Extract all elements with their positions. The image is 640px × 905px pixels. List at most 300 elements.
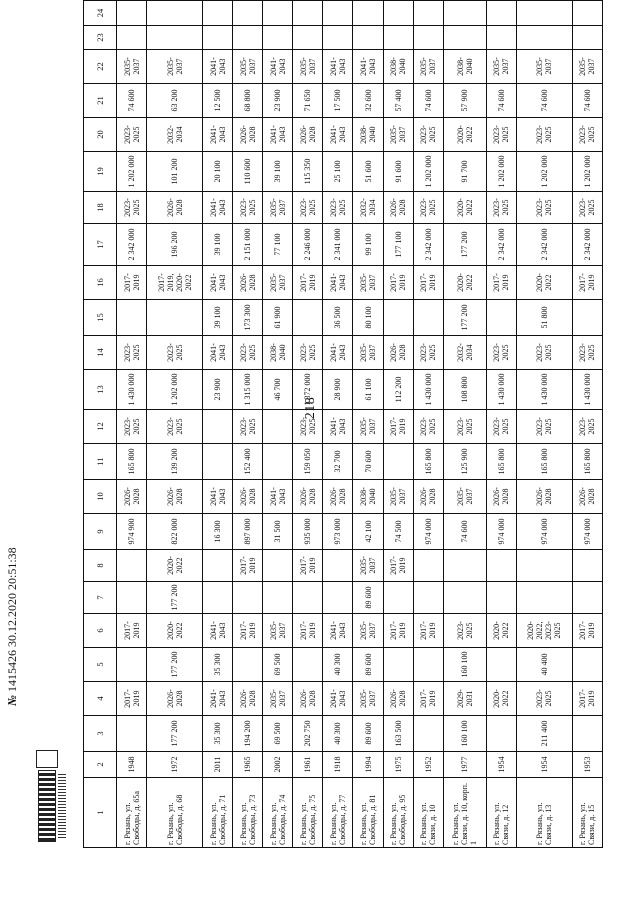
table-cell: 1 202 000 bbox=[516, 152, 572, 192]
column-header: 9 bbox=[84, 514, 117, 550]
table-cell bbox=[293, 582, 323, 614]
table-cell: 2041-2043 bbox=[203, 266, 233, 300]
table-cell: 2026-2028 bbox=[233, 118, 263, 152]
table-cell: 2023-2025 bbox=[413, 336, 443, 370]
table-cell bbox=[572, 550, 602, 582]
table-cell bbox=[293, 26, 323, 50]
table-cell: 2038-2040 bbox=[383, 50, 413, 84]
table-cell: 2017-2019 bbox=[117, 614, 147, 648]
table-row bbox=[353, 1, 383, 848]
table-cell: 2017-2019 bbox=[572, 266, 602, 300]
table-cell: 2023-2025 bbox=[486, 192, 516, 224]
table-row bbox=[413, 1, 443, 848]
table-cell: 74 500 bbox=[383, 514, 413, 550]
address-cell: г. Рязань, ул. Свободы, д. 81 bbox=[353, 778, 383, 848]
table-cell: 2038-2040 bbox=[353, 118, 383, 152]
table-cell: 2017-2019 bbox=[413, 682, 443, 716]
table-cell: 51 800 bbox=[516, 300, 572, 336]
table-cell: 2026-2028 bbox=[233, 266, 263, 300]
table-cell: 165 800 bbox=[117, 444, 147, 480]
table-cell: 51 600 bbox=[353, 152, 383, 192]
table-cell: 974 000 bbox=[572, 514, 602, 550]
table-cell: 89 600 bbox=[353, 582, 383, 614]
table-cell bbox=[572, 648, 602, 682]
table-cell: 2020-2022 bbox=[147, 614, 203, 648]
table-cell: 1 430 000 bbox=[117, 370, 147, 410]
table-cell: 2026-2028 bbox=[486, 480, 516, 514]
table-cell: 2020-2022 bbox=[443, 192, 486, 224]
table-cell: 1 315 000 bbox=[233, 370, 263, 410]
column-header: 7 bbox=[84, 582, 117, 614]
table-cell bbox=[117, 1, 147, 26]
table-cell bbox=[117, 648, 147, 682]
table-cell bbox=[263, 1, 293, 26]
address-cell: г. Рязань, ул. Свободы, д. 71 bbox=[203, 778, 233, 848]
table-cell: 57 400 bbox=[383, 84, 413, 118]
table-cell: 2026-2028 bbox=[147, 480, 203, 514]
table-cell: 2023-2025 bbox=[117, 118, 147, 152]
table-cell bbox=[486, 582, 516, 614]
address-cell: г. Рязань, ул. Связи, д. 15 bbox=[572, 778, 602, 848]
table-cell: 2041-2043 bbox=[203, 480, 233, 514]
table-cell: 2023-2025 bbox=[486, 118, 516, 152]
table-cell bbox=[413, 716, 443, 752]
table-cell: 2017-2019, 2020-2022 bbox=[147, 266, 203, 300]
table-cell: 2026-2028 bbox=[293, 118, 323, 152]
table-cell bbox=[413, 550, 443, 582]
table-cell: 36 500 bbox=[323, 300, 353, 336]
gerb-stamp-icon bbox=[22, 750, 64, 870]
table-cell: 2041-2043 bbox=[203, 50, 233, 84]
column-header: 10 bbox=[84, 480, 117, 514]
table-cell: 1952 bbox=[413, 752, 443, 778]
column-header: 8 bbox=[84, 550, 117, 582]
table-cell: 2023-2025 bbox=[233, 410, 263, 444]
table-cell: 974 000 bbox=[516, 514, 572, 550]
table-cell: 897 000 bbox=[233, 514, 263, 550]
table-cell bbox=[147, 1, 203, 26]
table-cell bbox=[323, 26, 353, 50]
table-cell bbox=[263, 550, 293, 582]
table-row bbox=[486, 1, 516, 848]
table-cell: 2002 bbox=[263, 752, 293, 778]
table-cell: 74 600 bbox=[443, 514, 486, 550]
number-sign-icon: № bbox=[5, 695, 19, 706]
table-cell: 822 000 bbox=[147, 514, 203, 550]
address-cell: г. Рязань, ул. Свободы, д. 77 bbox=[323, 778, 353, 848]
table-cell: 974 000 bbox=[413, 514, 443, 550]
table-cell: 1954 bbox=[486, 752, 516, 778]
table-cell bbox=[353, 1, 383, 26]
table-cell: 1972 bbox=[147, 752, 203, 778]
table-cell: 2035-2037 bbox=[413, 50, 443, 84]
table-cell: 974 900 bbox=[117, 514, 147, 550]
column-header: 12 bbox=[84, 410, 117, 444]
table-cell: 2035-2037 bbox=[353, 336, 383, 370]
table-cell: 40 300 bbox=[323, 716, 353, 752]
table-cell: 80 100 bbox=[353, 300, 383, 336]
table-cell: 1994 bbox=[353, 752, 383, 778]
address-cell: г. Рязань, ул. Свободы, д. 73 bbox=[233, 778, 263, 848]
table-cell: 973 000 bbox=[323, 514, 353, 550]
table-cell: 57 900 bbox=[443, 84, 486, 118]
column-header: 3 bbox=[84, 716, 117, 752]
table-cell: 2 342 000 bbox=[486, 224, 516, 266]
table-cell: 2023-2025 bbox=[516, 682, 572, 716]
table-cell: 2035-2037 bbox=[572, 50, 602, 84]
table-cell bbox=[117, 26, 147, 50]
column-header: 4 bbox=[84, 682, 117, 716]
table-cell bbox=[486, 1, 516, 26]
table-cell: 1977 bbox=[443, 752, 486, 778]
column-header: 2 bbox=[84, 752, 117, 778]
table-cell: 2041-2043 bbox=[323, 682, 353, 716]
table-cell: 2029-2031 bbox=[443, 682, 486, 716]
table-cell: 23 900 bbox=[263, 84, 293, 118]
table-cell: 2026-2028 bbox=[233, 480, 263, 514]
table-row bbox=[443, 1, 486, 848]
table-cell: 177 200 bbox=[443, 224, 486, 266]
table-cell: 2017-2019 bbox=[413, 266, 443, 300]
table-cell: 2023-2025 bbox=[516, 336, 572, 370]
table-cell bbox=[233, 1, 263, 26]
table-cell: 2023-2025 bbox=[572, 192, 602, 224]
table-cell bbox=[572, 582, 602, 614]
table-cell: 2 342 000 bbox=[413, 224, 443, 266]
table-cell: 2026-2028 bbox=[147, 682, 203, 716]
table-cell: 2020-2022 bbox=[147, 550, 203, 582]
table-cell: 108 800 bbox=[443, 370, 486, 410]
table-cell: 2041-2043 bbox=[323, 50, 353, 84]
table-cell: 2041-2043 bbox=[323, 410, 353, 444]
table-cell: 2017-2019 bbox=[233, 614, 263, 648]
table-cell: 2020-2022 bbox=[486, 614, 516, 648]
table-cell: 2017-2019 bbox=[383, 266, 413, 300]
table-cell bbox=[117, 716, 147, 752]
table-cell: 2041-2043 bbox=[323, 614, 353, 648]
table-cell: 1 202 000 bbox=[413, 152, 443, 192]
table-cell: 2035-2037 bbox=[443, 480, 486, 514]
table-cell bbox=[383, 26, 413, 50]
table-cell: 160 100 bbox=[443, 648, 486, 682]
table-cell: 2023-2025 bbox=[516, 118, 572, 152]
address-cell: г. Рязань, ул. Свободы, д. 75 bbox=[293, 778, 323, 848]
table-cell: 61 100 bbox=[353, 370, 383, 410]
column-header: 24 bbox=[84, 1, 117, 26]
table-cell: 46 700 bbox=[263, 370, 293, 410]
table-cell bbox=[263, 26, 293, 50]
table-cell: 110 600 bbox=[233, 152, 263, 192]
table-cell: 2026-2028 bbox=[233, 682, 263, 716]
table-cell: 91 700 bbox=[443, 152, 486, 192]
table-cell bbox=[117, 300, 147, 336]
table-cell: 1 202 000 bbox=[147, 370, 203, 410]
table-cell bbox=[413, 582, 443, 614]
table-cell: 1948 bbox=[117, 752, 147, 778]
table-cell: 112 200 bbox=[383, 370, 413, 410]
table-cell: 1 430 000 bbox=[413, 370, 443, 410]
table-cell bbox=[293, 648, 323, 682]
table-cell: 152 400 bbox=[233, 444, 263, 480]
table-cell: 2023-2025 bbox=[413, 410, 443, 444]
table-cell: 40 300 bbox=[323, 648, 353, 682]
table-cell bbox=[263, 444, 293, 480]
table-cell: 2020-2022 bbox=[443, 118, 486, 152]
table-cell: 2035-2037 bbox=[263, 266, 293, 300]
table-cell: 2026-2028 bbox=[147, 192, 203, 224]
table-cell bbox=[572, 300, 602, 336]
table-cell: 32 600 bbox=[353, 84, 383, 118]
table-cell: 70 600 bbox=[353, 444, 383, 480]
table-cell: 1961 bbox=[293, 752, 323, 778]
table-cell: 74 600 bbox=[516, 84, 572, 118]
capital-repair-table bbox=[83, 8, 603, 848]
table-cell: 177 200 bbox=[147, 582, 203, 614]
table-cell: 39 100 bbox=[203, 224, 233, 266]
table-cell: 2023-2025 bbox=[233, 336, 263, 370]
table-cell: 2041-2043 bbox=[203, 336, 233, 370]
table-cell: 2017-2019 bbox=[293, 614, 323, 648]
table-cell: 2023-2025 bbox=[147, 410, 203, 444]
table-cell: 2026-2028 bbox=[293, 480, 323, 514]
table-cell: 2023-2025 bbox=[293, 192, 323, 224]
table-cell: 2035-2037 bbox=[383, 480, 413, 514]
table-cell: 2035-2037 bbox=[383, 118, 413, 152]
table-cell: 32 700 bbox=[323, 444, 353, 480]
column-header: 11 bbox=[84, 444, 117, 480]
table-cell: 89 600 bbox=[353, 648, 383, 682]
table-cell: 1965 bbox=[233, 752, 263, 778]
table-cell: 2020-2022, 2023-2025 bbox=[516, 614, 572, 648]
table-cell: 2017-2019 bbox=[486, 266, 516, 300]
table-cell: 2017-2019 bbox=[572, 614, 602, 648]
table-cell: 165 800 bbox=[516, 444, 572, 480]
column-header: 5 bbox=[84, 648, 117, 682]
table-cell: 1975 bbox=[383, 752, 413, 778]
table-cell: 2035-2037 bbox=[263, 614, 293, 648]
column-header: 23 bbox=[84, 26, 117, 50]
table-cell: 17 500 bbox=[323, 84, 353, 118]
table-cell: 177 100 bbox=[383, 224, 413, 266]
table-cell bbox=[413, 26, 443, 50]
table-cell: 39 100 bbox=[263, 152, 293, 192]
column-header: 15 bbox=[84, 300, 117, 336]
column-header: 19 bbox=[84, 152, 117, 192]
table-cell bbox=[486, 716, 516, 752]
table-cell bbox=[413, 300, 443, 336]
column-header: 18 bbox=[84, 192, 117, 224]
table-cell: 2023-2025 bbox=[486, 336, 516, 370]
table-cell: 2 341 000 bbox=[323, 224, 353, 266]
table-cell bbox=[486, 648, 516, 682]
table-cell: 194 200 bbox=[233, 716, 263, 752]
table-cell: 173 300 bbox=[233, 300, 263, 336]
address-cell: г. Рязань, ул. Свободы, д. 95 bbox=[383, 778, 413, 848]
table-cell: 99 100 bbox=[353, 224, 383, 266]
table-cell: 2020-2022 bbox=[516, 266, 572, 300]
table-cell: 2035-2037 bbox=[263, 192, 293, 224]
table-cell: 2023-2025 bbox=[293, 336, 323, 370]
table-cell bbox=[233, 648, 263, 682]
table-cell: 2023-2025 bbox=[443, 614, 486, 648]
table-cell: 74 600 bbox=[413, 84, 443, 118]
table-cell: 139 200 bbox=[147, 444, 203, 480]
table-row bbox=[323, 1, 353, 848]
table-cell: 20 100 bbox=[203, 152, 233, 192]
table-cell: 159 050 bbox=[293, 444, 323, 480]
table-cell: 2035-2037 bbox=[147, 50, 203, 84]
table-cell bbox=[203, 410, 233, 444]
table-cell: 125 900 bbox=[443, 444, 486, 480]
table-cell: 63 200 bbox=[147, 84, 203, 118]
table-cell bbox=[203, 550, 233, 582]
table-cell: 2 342 000 bbox=[117, 224, 147, 266]
table-cell: 2 342 000 bbox=[572, 224, 602, 266]
table-cell: 1 202 000 bbox=[117, 152, 147, 192]
table-cell: 2041-2043 bbox=[203, 118, 233, 152]
table-cell: 2026-2028 bbox=[383, 336, 413, 370]
table-cell: 2041-2043 bbox=[263, 118, 293, 152]
table-cell bbox=[147, 26, 203, 50]
table-cell: 35 300 bbox=[203, 716, 233, 752]
table-cell bbox=[233, 582, 263, 614]
table-cell: 115 350 bbox=[293, 152, 323, 192]
table-cell: 2041-2043 bbox=[323, 336, 353, 370]
table-cell: 2035-2037 bbox=[353, 614, 383, 648]
table-cell bbox=[203, 444, 233, 480]
table-cell bbox=[263, 410, 293, 444]
table-cell bbox=[383, 444, 413, 480]
table-cell: 1918 bbox=[323, 752, 353, 778]
table-cell bbox=[572, 1, 602, 26]
column-header: 22 bbox=[84, 50, 117, 84]
table-cell: 2017-2019 bbox=[293, 266, 323, 300]
table-cell: 12 500 bbox=[203, 84, 233, 118]
table-cell: 40 400 bbox=[516, 648, 572, 682]
table-cell: 2017-2019 bbox=[383, 550, 413, 582]
table-cell bbox=[323, 582, 353, 614]
table-cell: 2038-2040 bbox=[263, 336, 293, 370]
table-cell: 2026-2028 bbox=[117, 480, 147, 514]
table-cell bbox=[443, 1, 486, 26]
table-cell: 2023-2025 bbox=[443, 410, 486, 444]
table-cell: 160 100 bbox=[443, 716, 486, 752]
table-cell: 2023-2025 bbox=[516, 410, 572, 444]
table-cell: 42 100 bbox=[353, 514, 383, 550]
table-row bbox=[572, 1, 602, 848]
table-cell: 2026-2028 bbox=[383, 682, 413, 716]
table-cell: 31 500 bbox=[263, 514, 293, 550]
table-cell bbox=[117, 582, 147, 614]
table-cell: 2017-2019 bbox=[117, 682, 147, 716]
table-cell: 1954 bbox=[516, 752, 572, 778]
table-cell bbox=[203, 1, 233, 26]
table-cell: 2035-2037 bbox=[263, 682, 293, 716]
table-cell bbox=[323, 550, 353, 582]
document-footer bbox=[5, 496, 25, 706]
table-cell bbox=[293, 300, 323, 336]
table-cell: 2023-2025 bbox=[117, 192, 147, 224]
table-cell: 2041-2043 bbox=[203, 192, 233, 224]
table-cell: 74 600 bbox=[486, 84, 516, 118]
column-header: 21 bbox=[84, 84, 117, 118]
column-header: 16 bbox=[84, 266, 117, 300]
table-cell: 2017-2019 bbox=[293, 550, 323, 582]
table-cell: 2017-2019 bbox=[383, 410, 413, 444]
table-cell: 2011 bbox=[203, 752, 233, 778]
table-cell: 2026-2028 bbox=[413, 480, 443, 514]
column-header: 17 bbox=[84, 224, 117, 266]
table-cell: 2032-2034 bbox=[443, 336, 486, 370]
table-cell: 163 500 bbox=[383, 716, 413, 752]
table-cell: 177 200 bbox=[147, 716, 203, 752]
table-row bbox=[203, 1, 233, 848]
table-cell bbox=[516, 582, 572, 614]
table-cell: 2032-2034 bbox=[147, 118, 203, 152]
table-cell: 2023-2025 bbox=[293, 410, 323, 444]
table-cell bbox=[516, 26, 572, 50]
table-cell bbox=[413, 648, 443, 682]
table-cell: 2035-2037 bbox=[353, 266, 383, 300]
table-cell: 1 202 000 bbox=[486, 152, 516, 192]
table-cell: 2026-2028 bbox=[293, 682, 323, 716]
table-cell: 1 430 000 bbox=[486, 370, 516, 410]
table-cell bbox=[323, 1, 353, 26]
table-cell: 2041-2043 bbox=[203, 614, 233, 648]
table-cell: 2023-2025 bbox=[233, 192, 263, 224]
table-cell: 28 900 bbox=[323, 370, 353, 410]
table-cell: 2023-2025 bbox=[147, 336, 203, 370]
table-cell: 2017-2019 bbox=[117, 266, 147, 300]
table-cell bbox=[486, 550, 516, 582]
table-cell: 2026-2028 bbox=[323, 480, 353, 514]
address-cell: г. Рязань, ул. Свободы, д. 74 bbox=[263, 778, 293, 848]
table-cell: 935 000 bbox=[293, 514, 323, 550]
table-cell bbox=[293, 1, 323, 26]
header-row bbox=[84, 1, 117, 848]
table-cell bbox=[413, 1, 443, 26]
table-cell: 23 900 bbox=[203, 370, 233, 410]
table-cell: 61 900 bbox=[263, 300, 293, 336]
table-cell: 69 500 bbox=[263, 716, 293, 752]
table-cell: 2023-2025 bbox=[117, 410, 147, 444]
table-cell bbox=[516, 550, 572, 582]
table-cell: 1 430 000 bbox=[572, 370, 602, 410]
document-id: 1415426 30.12.2020 20:51:38 bbox=[5, 547, 19, 693]
table-cell: 2023-2025 bbox=[413, 192, 443, 224]
page-number: 218 bbox=[303, 396, 318, 420]
table-cell: 2017-2019 bbox=[413, 614, 443, 648]
table-cell bbox=[572, 26, 602, 50]
table-cell: 71 650 bbox=[293, 84, 323, 118]
table-cell bbox=[383, 648, 413, 682]
table-cell bbox=[443, 550, 486, 582]
table-cell: 2032-2034 bbox=[353, 192, 383, 224]
table-cell: 2023-2025 bbox=[572, 410, 602, 444]
table-cell: 2035-2037 bbox=[117, 50, 147, 84]
table-cell: 2023-2025 bbox=[572, 336, 602, 370]
table-cell: 2023-2025 bbox=[572, 118, 602, 152]
table-cell: 2 151 000 bbox=[233, 224, 263, 266]
table-row bbox=[117, 1, 147, 848]
table-row bbox=[293, 1, 323, 848]
table-cell: 74 600 bbox=[572, 84, 602, 118]
table-cell: 2023-2025 bbox=[413, 118, 443, 152]
table-cell bbox=[117, 550, 147, 582]
table-cell bbox=[443, 582, 486, 614]
table-row bbox=[147, 1, 203, 848]
table-row bbox=[233, 1, 263, 848]
